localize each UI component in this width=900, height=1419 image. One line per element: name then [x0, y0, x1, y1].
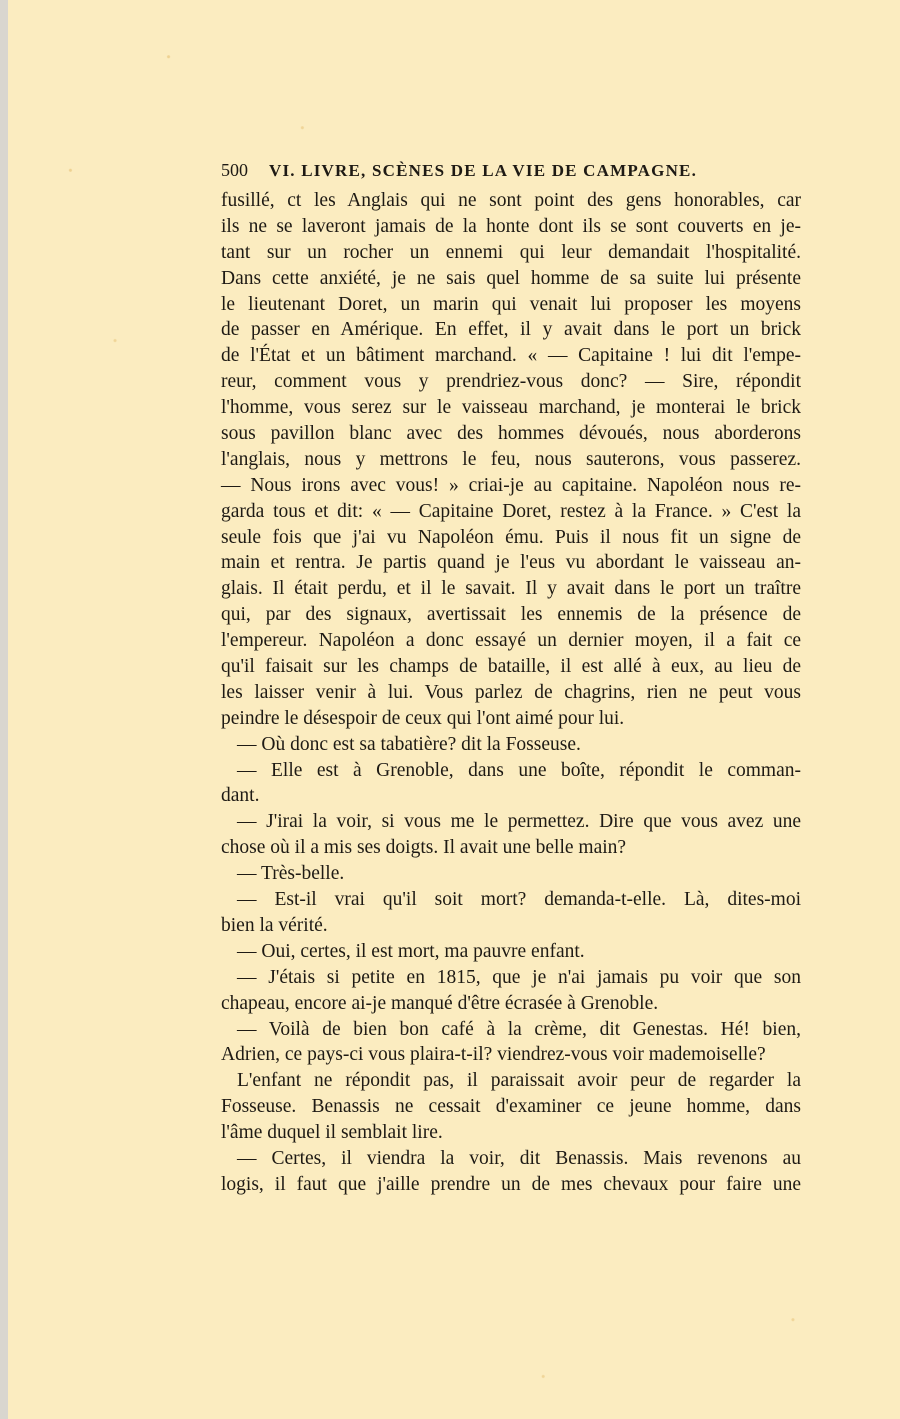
- text-line: qui, par des signaux, avertissait les ennemis de la présence de: [221, 604, 801, 626]
- text-line: chose où il a mis ses doigts. Il avait une belle main?: [221, 837, 627, 859]
- text-line: — J'étais si petite en 1815, que je n'ai jamais pu voir que son: [237, 966, 801, 988]
- text-line: l'âme duquel il semblait lire.: [221, 1122, 443, 1144]
- body-text: [221, 188, 801, 1198]
- text-line: chapeau, encore ai-je manqué d'être écrasée à Grenoble.: [221, 992, 659, 1014]
- text-line: — Oui, certes, il est mort, ma pauvre enfant.: [237, 940, 585, 962]
- text-line: — J'irai la voir, si vous me le permettez. Dire que vous avez une: [237, 811, 801, 833]
- text-line: le lieutenant Doret, un marin qui venait lui proposer les moyens: [221, 293, 801, 315]
- text-line: — Où donc est sa tabatière? dit la Fosseuse.: [237, 733, 581, 755]
- book-page: [8, 0, 900, 1419]
- text-line: de l'État et un bâtiment marchand. « — Capitaine ! lui dit l'empe-: [221, 345, 801, 367]
- text-line: L'enfant ne répondit pas, il paraissait avoir peur de regarder la: [237, 1070, 801, 1092]
- text-line: glais. Il était perdu, et il le savait. Il y avait dans le port un traître: [221, 578, 801, 600]
- page-text-block: [221, 160, 801, 1198]
- page-number: 500: [221, 160, 248, 180]
- text-line: peindre le désespoir de ceux qui l'ont aimé pour lui.: [221, 707, 625, 729]
- text-line: bien la vérité.: [221, 914, 328, 936]
- text-line: — Très-belle.: [237, 863, 345, 885]
- running-title: VI. LIVRE, SCÈNES DE LA VIE DE CAMPAGNE.: [269, 161, 698, 180]
- text-line: main et rentra. Je partis quand je l'eus vu abordant le vaisseau an-: [221, 552, 801, 574]
- text-line: sous pavillon blanc avec des hommes dévoués, nous aborderons: [221, 423, 801, 445]
- text-line: logis, il faut que j'aille prendre un de mes chevaux pour faire une: [221, 1173, 801, 1195]
- text-line: — Voilà de bien bon café à la crème, dit Genestas. Hé! bien,: [237, 1018, 801, 1040]
- text-line: tant sur un rocher un ennemi qui leur demandait l'hospitalité.: [221, 241, 801, 263]
- text-line: reur, comment vous y prendriez-vous donc? — Sire, répondit: [221, 371, 801, 393]
- text-line: qu'il faisait sur les champs de bataille, il est allé à eux, au lieu de: [221, 656, 801, 678]
- text-line: Dans cette anxiété, je ne sais quel homme de sa suite lui présente: [221, 267, 801, 289]
- text-line: — Elle est à Grenoble, dans une boîte, répondit le comman-: [237, 759, 801, 781]
- text-line: Fosseuse. Benassis ne cessait d'examiner ce jeune homme, dans: [221, 1096, 801, 1118]
- text-line: — Est-il vrai qu'il soit mort? demanda-t-elle. Là, dites-moi: [237, 889, 801, 911]
- text-line: l'homme, vous serez sur le vaisseau marchand, je monterai le brick: [221, 397, 801, 419]
- running-header: [221, 160, 801, 188]
- text-line: les laisser venir à lui. Vous parlez de chagrins, rien ne peut vous: [221, 681, 801, 703]
- text-line: seule fois que j'ai vu Napoléon ému. Puis il nous fit un signe de: [221, 526, 801, 548]
- text-line: garda tous et dit: « — Capitaine Doret, restez à la France. » C'est la: [221, 500, 801, 522]
- text-line: — Nous irons avec vous! » criai-je au capitaine. Napoléon nous re-: [221, 474, 801, 496]
- text-line: l'empereur. Napoléon a donc essayé un dernier moyen, il a fait ce: [221, 630, 801, 652]
- text-line: Adrien, ce pays-ci vous plaira-t-il? viendrez-vous voir mademoiselle?: [221, 1044, 766, 1066]
- text-line: l'anglais, nous y mettrons le feu, nous sauterons, vous passerez.: [221, 448, 801, 470]
- text-line: ils ne se laveront jamais de la honte dont ils se sont couverts en je-: [221, 215, 801, 237]
- text-line: fusillé, ct les Anglais qui ne sont point des gens honorables, car: [221, 190, 801, 211]
- text-line: — Certes, il viendra la voir, dit Benassis. Mais revenons au: [237, 1147, 801, 1169]
- text-line: dant.: [221, 785, 260, 807]
- text-line: de passer en Amérique. En effet, il y avait dans le port un brick: [221, 319, 801, 341]
